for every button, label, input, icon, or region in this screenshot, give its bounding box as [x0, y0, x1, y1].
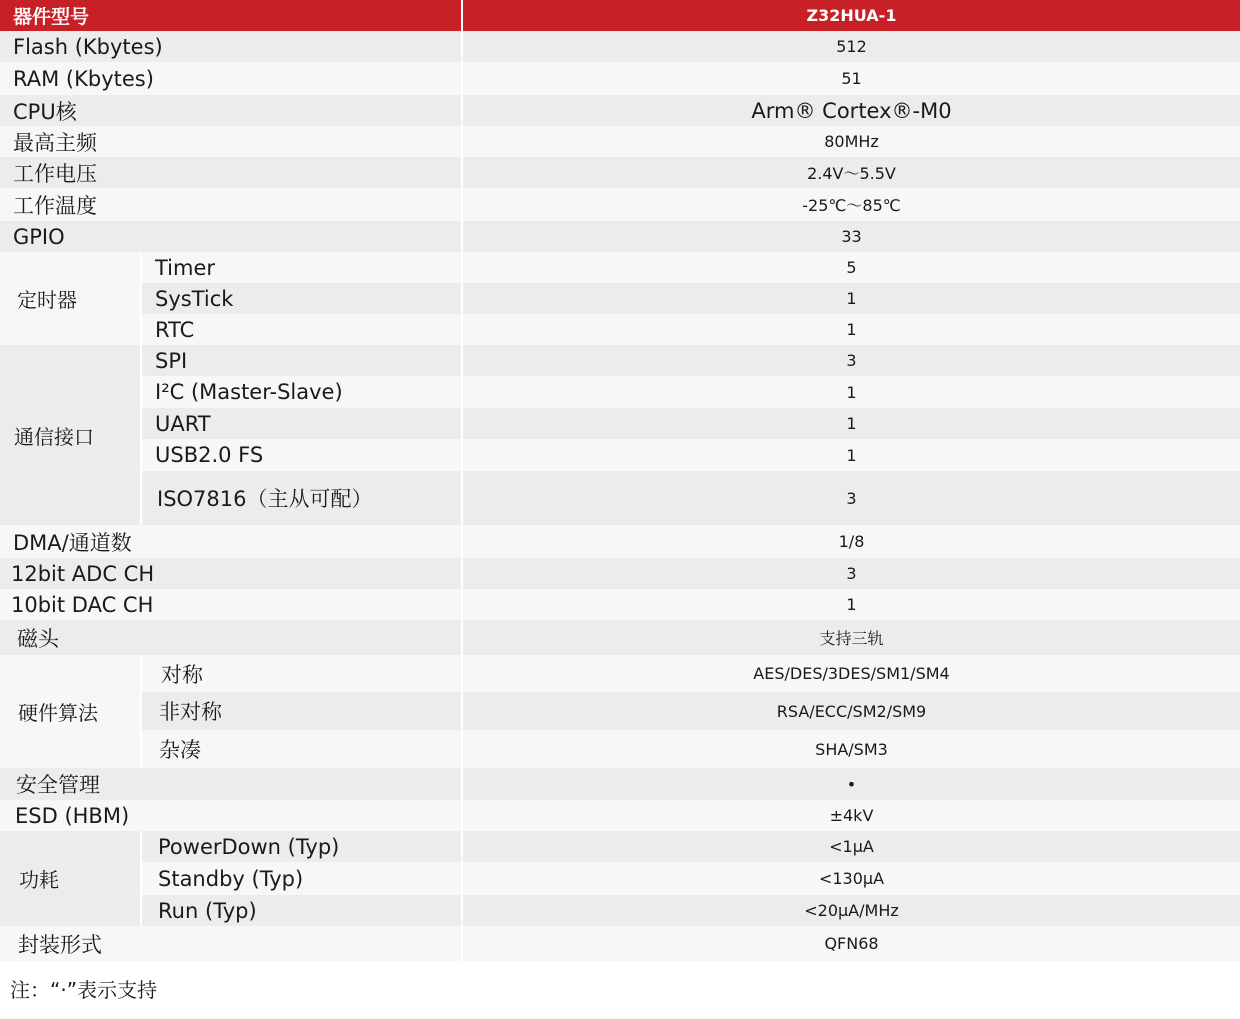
row-value: 1 [846, 289, 857, 308]
row-label: RAM (Kbytes) [13, 66, 154, 91]
row-value: 1 [846, 445, 857, 465]
row-sublabel: PowerDown (Typ) [158, 834, 340, 859]
row-label: CPU核 [13, 99, 77, 124]
table-row-adc [0, 558, 1240, 589]
table-row-security [0, 768, 1240, 800]
table-row-dma [0, 525, 1240, 558]
row-sublabel: SPI [155, 348, 188, 373]
row-value: 1 [846, 382, 857, 402]
table-row-flash [0, 31, 1240, 62]
row-sublabel: USB2.0 FS [155, 443, 264, 467]
row-value: 1/8 [838, 532, 865, 551]
row-value: 51 [841, 69, 862, 88]
table-row-rtc [142, 314, 1240, 345]
group-timer-label-cell [0, 252, 140, 345]
table-row-gpio [0, 221, 1240, 252]
table-row-timer [0, 252, 1240, 283]
row-value: 80MHz [824, 132, 879, 151]
row-value: 33 [841, 227, 862, 246]
row-value: 5 [846, 258, 857, 277]
table-row-powerdown [142, 831, 1240, 862]
row-label: 最高主频 [13, 130, 97, 155]
row-value: 1 [846, 595, 857, 614]
row-sublabel: Timer [155, 255, 216, 280]
row-value: QFN68 [824, 934, 879, 953]
row-sublabel: ISO7816（主从可配） [157, 487, 373, 511]
row-sublabel: 对称 [161, 662, 203, 687]
column-divider [461, 0, 463, 961]
table-row-symmetric [142, 655, 1240, 692]
group-divider [140, 831, 142, 926]
row-value: 512 [836, 37, 867, 56]
row-label: GPIO [13, 224, 65, 249]
group-crypto-label-cell [0, 655, 140, 768]
row-value: RSA/ECC/SM2/SM9 [776, 701, 927, 721]
table-row-package [0, 926, 1240, 961]
row-sublabel: I²C (Master-Slave) [155, 380, 343, 404]
row-label: ESD (HBM) [15, 803, 130, 828]
table-row-iso7816 [142, 471, 1240, 525]
group-divider [140, 345, 142, 525]
row-label: 12bit ADC CH [11, 561, 155, 586]
row-value: -25℃～85℃ [802, 196, 901, 215]
row-value: 1 [846, 414, 857, 433]
header-label: 器件型号 [13, 6, 90, 28]
row-label: 封装形式 [18, 932, 102, 957]
row-sublabel: 非对称 [159, 700, 222, 724]
row-label: 工作电压 [13, 161, 97, 186]
row-value: <20μA/MHz [804, 901, 899, 920]
row-value: 支持三轨 [819, 629, 884, 648]
table-row-esd [0, 800, 1240, 831]
table-row-i2c [142, 376, 1240, 408]
row-sublabel: UART [155, 411, 211, 436]
table-row-max-freq [0, 126, 1240, 157]
row-label: Flash (Kbytes) [13, 34, 163, 59]
row-sublabel: Run (Typ) [158, 898, 257, 923]
row-value: 1 [846, 320, 857, 339]
row-sublabel: SysTick [155, 286, 234, 311]
group-label: 定时器 [17, 288, 77, 312]
row-label: 10bit DAC CH [11, 592, 154, 617]
table-row-ram [0, 62, 1240, 95]
row-value: 3 [846, 488, 857, 508]
table-row-temperature [0, 188, 1240, 221]
group-comm-label-cell [0, 345, 140, 525]
row-label: 安全管理 [16, 773, 100, 797]
group-power-label-cell [0, 831, 140, 926]
row-value: • [846, 774, 857, 794]
footnote: 注：“·”表示支持 [10, 978, 158, 1002]
row-value: 3 [846, 564, 857, 583]
row-value: 2.4V～5.5V [807, 164, 896, 183]
row-value: 3 [846, 351, 857, 370]
table-row-uart [142, 408, 1240, 439]
row-value: Arm® Cortex®-M0 [751, 98, 952, 123]
group-label: 功耗 [19, 868, 59, 892]
group-label: 硬件算法 [18, 701, 98, 725]
row-value: AES/DES/3DES/SM1/SM4 [753, 664, 950, 683]
row-label: 工作温度 [13, 193, 97, 218]
table-row-usb [142, 439, 1240, 471]
table-row-standby [142, 862, 1240, 895]
table-row-dac [0, 589, 1240, 620]
table-row-hash [142, 730, 1240, 768]
row-value: ±4kV [829, 806, 874, 825]
table-row-run [142, 895, 1240, 926]
row-value: <130μA [818, 869, 885, 888]
table-row-spi [142, 345, 1240, 376]
table-row-voltage [0, 157, 1240, 188]
row-label: 磁头 [17, 626, 59, 651]
group-label: 通信接口 [14, 424, 94, 449]
header-model: Z32HUA-1 [806, 6, 897, 25]
row-sublabel: Standby (Typ) [158, 866, 304, 891]
row-value: SHA/SM3 [815, 739, 888, 759]
group-divider [140, 252, 142, 345]
row-sublabel: 杂凑 [159, 738, 201, 762]
row-sublabel: RTC [155, 317, 195, 342]
table-row-magnetic-head [0, 620, 1240, 655]
table-row-cpu [0, 95, 1240, 126]
table-row-asymmetric [142, 692, 1240, 730]
group-divider [140, 655, 142, 768]
row-value: <1μA [829, 837, 874, 856]
table-row-systick [142, 283, 1240, 314]
table-header [0, 0, 1240, 31]
row-label: DMA/通道数 [13, 530, 132, 555]
